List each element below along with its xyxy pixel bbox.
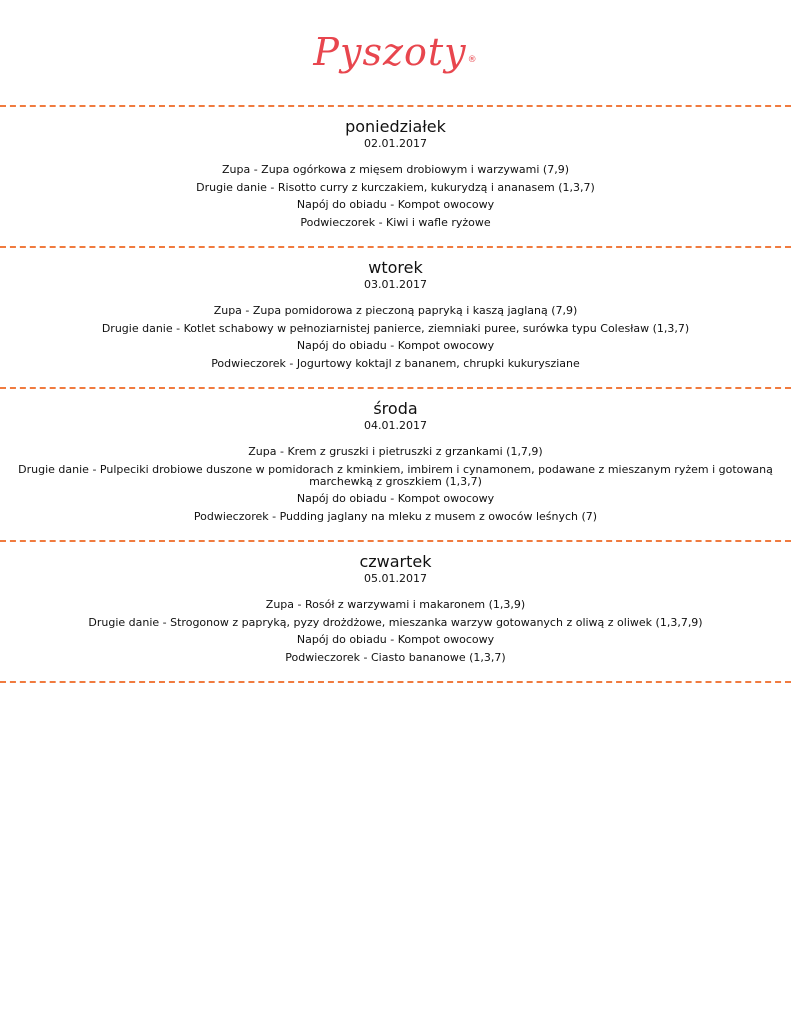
brand-logo <box>313 28 477 76</box>
day-section-monday <box>0 107 791 246</box>
menu-item-snack: Podwieczorek - Kiwi i wafle ryżowe <box>300 215 491 229</box>
brand-logo-text: Pyszoty <box>313 30 467 74</box>
day-date: 02.01.2017 <box>364 137 427 150</box>
day-name: poniedziałek <box>345 117 446 136</box>
menu-item-soup: Zupa - Zupa ogórkowa z mięsem drobiowym i warzywami (7,9) <box>221 163 569 176</box>
menu-item-drink: Napój do obiadu - Kompot owocowy <box>296 492 495 505</box>
header <box>0 28 791 76</box>
day-name: wtorek <box>368 258 423 277</box>
menu-item-soup: Zupa - Zupa pomidorowa z pieczoną papryką i kaszą jaglaną (7,9) <box>213 304 578 317</box>
day-date: 04.01.2017 <box>364 419 427 432</box>
day-date: 03.01.2017 <box>364 278 427 291</box>
menu-item-snack: Podwieczorek - Jogurtowy koktajl z bananem, chrupki kukurysziane <box>211 356 580 370</box>
menu-item-main: Drugie danie - Strogonow z papryką, pyzy drożdżowe, mieszanka warzyw gotowanych z oliwą z oliwek (1,3,7,9) <box>88 615 703 629</box>
weekly-menu <box>0 105 791 683</box>
day-name: środa <box>373 399 418 418</box>
divider <box>0 681 791 683</box>
menu-item-main: Drugie danie - Risotto curry z kurczakiem, kukurydzą i ananasem (1,3,7) <box>196 180 595 194</box>
day-date: 05.01.2017 <box>364 572 427 585</box>
menu-item-drink: Napój do obiadu - Kompot owocowy <box>296 339 495 352</box>
menu-item-main: Drugie danie - Kotlet schabowy w pełnoziarnistej panierce, ziemniaki puree, surówka typu Colesław (1,3,7) <box>101 321 690 335</box>
menu-item-soup: Zupa - Rosół z warzywami i makaronem (1,3,9) <box>265 598 526 611</box>
registered-mark: ® <box>467 55 478 65</box>
menu-item-drink: Napój do obiadu - Kompot owocowy <box>296 633 495 646</box>
menu-item-main: Drugie danie - Pulpeciki drobiowe duszone w pomidorach z kminkiem, imbirem i cynamonem, podawane z mieszanym ryżem i gotowaną marchewką z groszkiem (1,3,7) <box>18 462 773 488</box>
day-section-wednesday <box>0 389 791 540</box>
day-name: czwartek <box>359 552 432 571</box>
day-section-thursday <box>0 542 791 681</box>
menu-item-snack: Podwieczorek - Ciasto bananowe (1,3,7) <box>285 650 506 664</box>
menu-item-snack: Podwieczorek - Pudding jaglany na mleku z musem z owoców leśnych (7) <box>193 509 598 523</box>
day-section-tuesday <box>0 248 791 387</box>
menu-item-soup: Zupa - Krem z gruszki i pietruszki z grzankami (1,7,9) <box>248 445 543 458</box>
menu-item-drink: Napój do obiadu - Kompot owocowy <box>296 198 495 211</box>
